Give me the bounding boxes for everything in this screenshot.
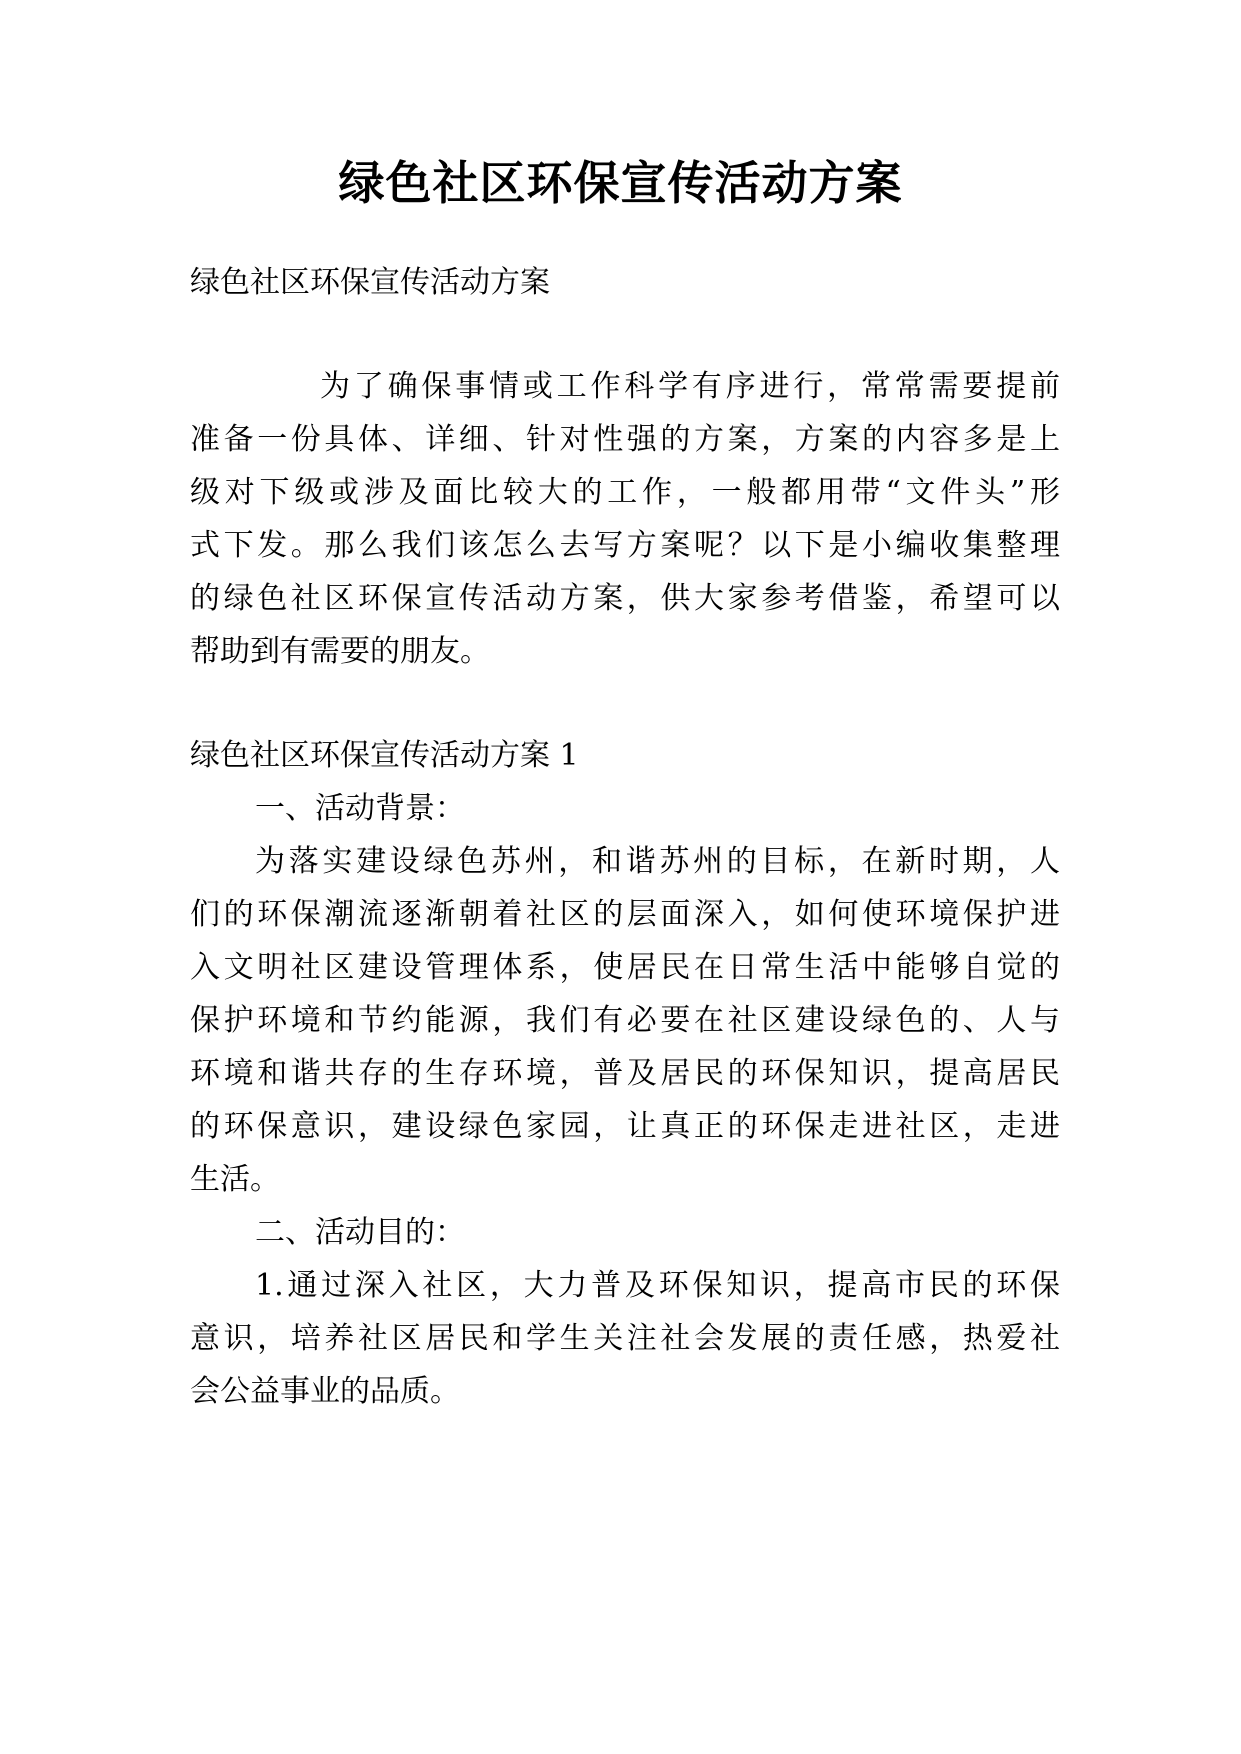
- intro-line: 为了确保事情或工作科学有序进行，常常需要提前: [320, 369, 1060, 404]
- intro-line: 准备一份具体、详细、针对性强的方案，方案的内容多是上: [190, 422, 1060, 457]
- heading-background: 一、活动背景：: [255, 791, 465, 826]
- intro-line: 级对下级或涉及面比较大的工作，一般都用带“文件头”形: [190, 475, 1060, 510]
- background-line: 们的环保潮流逐渐朝着社区的层面深入，如何使环境保护进: [190, 897, 1060, 932]
- background-line: 生活。: [190, 1162, 280, 1197]
- background-line: 入文明社区建设管理体系，使居民在日常生活中能够自觉的: [190, 950, 1060, 985]
- heading-purpose: 二、活动目的：: [255, 1215, 465, 1250]
- background-line: 保护环境和节约能源，我们有必要在社区建设绿色的、人与: [190, 1003, 1060, 1038]
- intro-line: 的绿色社区环保宣传活动方案，供大家参考借鉴，希望可以: [190, 581, 1060, 616]
- section-title: 绿色社区环保宣传活动方案 1: [190, 738, 579, 773]
- document-subtitle: 绿色社区环保宣传活动方案: [190, 265, 550, 300]
- intro-line: 帮助到有需要的朋友。: [190, 634, 490, 669]
- purpose-line: 意识，培养社区居民和学生关注社会发展的责任感，热爱社: [190, 1321, 1060, 1356]
- background-line: 的环保意识，建设绿色家园，让真正的环保走进社区，走进: [190, 1109, 1060, 1144]
- background-line: 为落实建设绿色苏州，和谐苏州的目标，在新时期，人: [255, 844, 1060, 879]
- purpose-line: 1.通过深入社区，大力普及环保知识，提高市民的环保: [255, 1268, 1060, 1303]
- background-line: 环境和谐共存的生存环境，普及居民的环保知识，提高居民: [190, 1056, 1060, 1091]
- purpose-line: 会公益事业的品质。: [190, 1374, 460, 1409]
- intro-line: 式下发。那么我们该怎么去写方案呢？以下是小编收集整理: [190, 528, 1060, 563]
- document-title: 绿色社区环保宣传活动方案: [338, 156, 903, 210]
